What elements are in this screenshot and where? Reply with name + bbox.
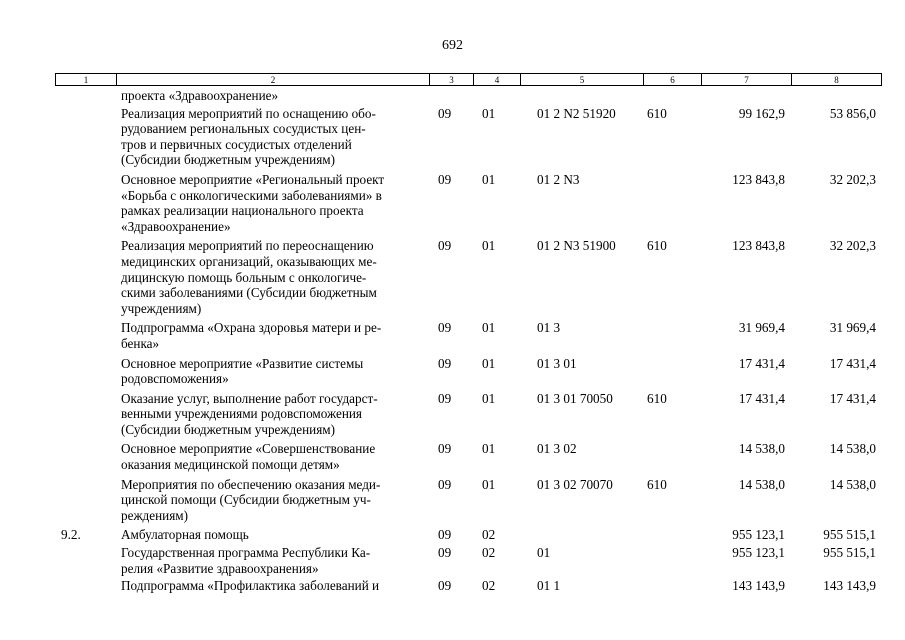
- row-name-line: Подпрограмма «Профилактика заболеваний и: [121, 578, 380, 594]
- expense-type-cell: [643, 437, 701, 472]
- expense-type-cell: 610: [647, 105, 667, 121]
- table-row: [55, 104, 881, 168]
- section-code-cell: 09: [438, 545, 452, 561]
- table-row: [55, 234, 881, 316]
- row-name-line: оказания медицинской помощи детям»: [121, 457, 340, 473]
- row-name-line: реждениям): [121, 507, 189, 523]
- row-number-cell: [55, 473, 116, 524]
- row-name-cell: [116, 234, 429, 316]
- row-name-line: «Борьба с онкологическими заболеваниями» в: [121, 187, 382, 203]
- amount-year-2-cell: 31 969,4: [829, 320, 876, 336]
- amount-year-1-cell: 17 431,4: [738, 390, 785, 406]
- row-name-line: медицинских организаций, оказывающих ме-: [121, 253, 377, 269]
- amount-year-1-cell: 955 123,1: [732, 527, 785, 543]
- target-article-cell: 01 3 02 70070: [537, 476, 613, 492]
- amount-year-2-cell: [791, 88, 881, 104]
- expense-type-cell: [643, 352, 701, 387]
- section-code-cell: 09: [438, 105, 452, 121]
- section-code-cell: 09: [438, 390, 452, 406]
- table-row: [55, 437, 881, 472]
- section-code-cell: 09: [438, 441, 452, 457]
- amount-year-1-cell: 955 123,1: [732, 545, 785, 561]
- expense-type-cell: [643, 316, 701, 351]
- row-name-line: (Субсидии бюджетным учреждениям): [121, 421, 335, 437]
- section-code-cell: 09: [438, 476, 452, 492]
- table-row: [55, 523, 881, 543]
- subsection-code-cell: 01: [482, 171, 496, 187]
- expense-type-cell: 610: [647, 390, 667, 406]
- amount-year-2-cell: 14 538,0: [829, 476, 876, 492]
- subsection-code-cell: 01: [482, 476, 496, 492]
- column-number-cell: 5: [521, 74, 644, 86]
- row-name-line: Реализация мероприятий по переоснащению: [121, 238, 374, 254]
- target-article-cell: 01: [537, 545, 551, 561]
- row-number-cell: [55, 168, 116, 234]
- row-name-line: скими заболеваниями (Субсидии бюджетным: [121, 285, 377, 301]
- table-row: [55, 352, 881, 387]
- table-row: [55, 316, 881, 351]
- target-article-cell: 01 1: [537, 578, 561, 594]
- row-name-line: Реализация мероприятий по оснащению обо-: [121, 105, 376, 121]
- table-row: [55, 88, 881, 104]
- amount-year-2-cell: 955 515,1: [823, 527, 876, 543]
- section-code-cell: 09: [438, 527, 452, 543]
- table-row: [55, 168, 881, 234]
- row-name-line: цинской помощи (Субсидии бюджетным уч-: [121, 492, 371, 508]
- row-number-cell: [55, 352, 116, 387]
- amount-year-1-cell: 143 143,9: [732, 578, 785, 594]
- column-number-cell: 8: [792, 74, 882, 86]
- row-name-line: проекта «Здравоохранение»: [121, 88, 279, 103]
- row-name-line: бенка»: [121, 335, 160, 351]
- row-name-cell: [116, 104, 429, 168]
- page-number: 692: [442, 38, 463, 53]
- row-number-cell: [55, 437, 116, 472]
- amount-year-1-cell: 123 843,8: [732, 238, 785, 254]
- target-article-cell: 01 3 01 70050: [537, 390, 613, 406]
- column-number-cell: 6: [644, 74, 702, 86]
- row-name-cell: [116, 523, 429, 543]
- row-name-line: родовспоможения»: [121, 371, 229, 387]
- amount-year-2-cell: 17 431,4: [829, 355, 876, 371]
- row-number-cell: [55, 387, 116, 438]
- row-name-cell: [116, 387, 429, 438]
- section-code-cell: 09: [438, 171, 452, 187]
- section-code-cell: 09: [438, 320, 452, 336]
- row-name-cell: [116, 168, 429, 234]
- row-name-line: (Субсидии бюджетным учреждениям): [121, 152, 335, 168]
- row-name-line: рудованием региональных сосудистых цен-: [121, 121, 366, 137]
- row-name-line: Государственная программа Республики Ка-: [121, 545, 371, 561]
- section-code-cell: 09: [438, 578, 452, 594]
- amount-year-1-cell: 123 843,8: [732, 171, 785, 187]
- row-number-cell: [55, 88, 116, 104]
- subsection-code-cell: 01: [482, 320, 496, 336]
- row-name-line: Мероприятия по обеспечению оказания меди-: [121, 476, 381, 492]
- row-name-line: «Здравоохранение»: [121, 218, 231, 234]
- table-row: [55, 473, 881, 524]
- expense-type-cell: [643, 523, 701, 543]
- amount-year-2-cell: 143 143,9: [823, 578, 876, 594]
- table-row: [55, 387, 881, 438]
- amount-year-2-cell: 14 538,0: [829, 441, 876, 457]
- subsection-code-cell: 01: [482, 238, 496, 254]
- column-number-cell: 7: [702, 74, 792, 86]
- column-number-cell: 2: [117, 74, 430, 86]
- subsection-code-cell: 01: [482, 355, 496, 371]
- row-name-line: Основное мероприятие «Совершенствование: [121, 441, 376, 457]
- row-name-line: учреждениям): [121, 300, 202, 316]
- section-code-cell: 09: [438, 238, 452, 254]
- target-article-cell: [520, 88, 643, 104]
- amount-year-2-cell: 32 202,3: [829, 171, 876, 187]
- row-name-cell: [116, 576, 429, 594]
- target-article-cell: 01 2 N3 51900: [537, 238, 616, 254]
- subsection-code-cell: 02: [482, 527, 496, 543]
- target-article-cell: 01 2 N3: [537, 171, 580, 187]
- row-name-cell: [116, 316, 429, 351]
- column-number-cell: 4: [474, 74, 521, 86]
- expense-type-cell: [643, 543, 701, 576]
- column-number-header: [55, 73, 882, 86]
- subsection-code-cell: 01: [482, 105, 496, 121]
- row-number-cell: [55, 104, 116, 168]
- expense-type-cell: [643, 576, 701, 594]
- row-name-cell: [116, 437, 429, 472]
- expense-type-cell: 610: [647, 476, 667, 492]
- row-name-line: Основное мероприятие «Региональный проект: [121, 171, 385, 187]
- amount-year-2-cell: 17 431,4: [829, 390, 876, 406]
- row-name-line: Амбулаторная помощь: [121, 527, 249, 543]
- amount-year-1-cell: 99 162,9: [738, 105, 785, 121]
- row-name-line: Оказание услуг, выполнение работ государст-: [121, 390, 378, 406]
- target-article-cell: 01 2 N2 51920: [537, 105, 616, 121]
- amount-year-2-cell: 53 856,0: [829, 105, 876, 121]
- row-name-line: Основное мероприятие «Развитие системы: [121, 355, 364, 371]
- target-article-cell: 01 3 02: [537, 441, 577, 457]
- row-name-cell: [116, 88, 429, 104]
- row-name-line: тров и первичных сосудистых отделений: [121, 136, 352, 152]
- row-name-cell: [116, 352, 429, 387]
- table-row: [55, 576, 881, 594]
- row-number-cell: [55, 576, 116, 594]
- row-number-cell: [55, 316, 116, 351]
- row-name-line: релия «Развитие здравоохранения»: [121, 560, 319, 576]
- row-number-cell: [55, 543, 116, 576]
- expense-type-cell: [643, 88, 701, 104]
- target-article-cell: 01 3: [537, 320, 561, 336]
- amount-year-1-cell: 14 538,0: [738, 476, 785, 492]
- subsection-code-cell: [473, 88, 520, 104]
- row-number-cell: [55, 234, 116, 316]
- budget-table: [55, 88, 881, 594]
- subsection-code-cell: 02: [482, 545, 496, 561]
- amount-year-2-cell: 955 515,1: [823, 545, 876, 561]
- section-code-cell: 09: [438, 355, 452, 371]
- row-name-cell: [116, 473, 429, 524]
- amount-year-2-cell: 32 202,3: [829, 238, 876, 254]
- row-name-line: Подпрограмма «Охрана здоровья матери и ре-: [121, 320, 382, 336]
- row-name-line: рамках реализации национального проекта: [121, 203, 364, 219]
- expense-type-cell: [643, 168, 701, 234]
- expense-type-cell: 610: [647, 238, 667, 254]
- amount-year-1-cell: 31 969,4: [738, 320, 785, 336]
- amount-year-1-cell: [701, 88, 791, 104]
- subsection-code-cell: 02: [482, 578, 496, 594]
- section-code-cell: [429, 88, 473, 104]
- target-article-cell: 01 3 01: [537, 355, 577, 371]
- subsection-code-cell: 01: [482, 390, 496, 406]
- row-name-line: дицинскую помощь больным с онкологиче-: [121, 269, 367, 285]
- row-name-cell: [116, 543, 429, 576]
- amount-year-1-cell: 17 431,4: [738, 355, 785, 371]
- row-name-line: венными учреждениями родовспоможения: [121, 406, 362, 422]
- column-number-cell: 3: [430, 74, 474, 86]
- row-number-cell: 9.2.: [61, 527, 81, 543]
- subsection-code-cell: 01: [482, 441, 496, 457]
- amount-year-1-cell: 14 538,0: [738, 441, 785, 457]
- table-row: [55, 543, 881, 576]
- target-article-cell: [520, 523, 643, 543]
- column-number-cell: 1: [56, 74, 117, 86]
